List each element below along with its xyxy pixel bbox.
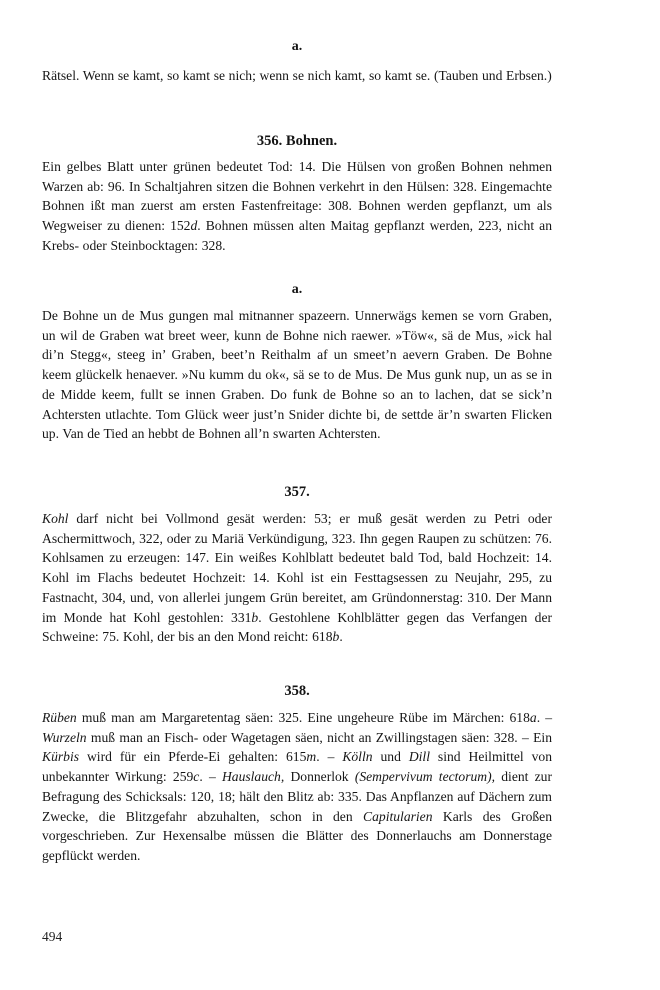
- italic-text-run: Kölln: [342, 749, 373, 765]
- text-run: wird für ein Pferde-Ei gehalten: 615: [79, 749, 307, 765]
- paragraph-bean-story: [42, 306, 552, 444]
- italic-text-run: Kohl: [42, 511, 69, 526]
- italic-text-run: b: [251, 609, 259, 625]
- text-run: . Bohnen müssen alten Maitag gepflanzt werden, 223, nicht an Krebs- oder Steinbocktagen: 328.: [42, 218, 553, 253]
- chapter-heading-356: 356. Bohnen.: [256, 133, 338, 149]
- italic-text-run: c: [193, 769, 200, 785]
- text-run: Rätsel. Wenn se kamt, so kamt se nich; wenn se nich kamt, so kamt se. (Tauben und Erbsen.): [42, 68, 552, 83]
- text-run: De Bohne un de Mus gungen mal mitnanner spazeern. Unnerwägs kemen se vorn Graben, un wil de Graben wat breet weer, kunn de Bohne nich raewer. »Töw«, sä de Mus, »ick hal di’n Stegg«, steeg in’ Graben, beet’n Reithalm af un smeet’n aevern Graben. De Bohne keem glückelk henaever. »Nu kumm du ok«, sä se to de Mus. De Mus gunk nup, un as se in de Midde keem, fullt se innen Graben. Do funk de Bohne so an to lachen, dat se sick’n Achtersten utlachte. Tom Glück weer just’n Snider dichte bi, de settde är’n swarten Flicken up. Van de Tied an hebbt de Bohnen all’n swarten Achtersten.: [42, 308, 552, 442]
- text-run: Ein gelbes Blatt unter grünen bedeutet Tod: 14. Die Hülsen von großen Bohnen nehmen Warzen ab: 96. In Schaltjahren sitzen die Bohnen verkehrt in den Hülsen: 328. Eingemachte Bohnen ißt man zuerst am ersten Fastenfreitage: 308. Bohnen werden gepflanzt, um als Wegweiser zu dienen: 152: [42, 159, 552, 234]
- italic-text-run: Dill: [408, 749, 430, 765]
- italic-text-run: b: [332, 629, 340, 645]
- paragraph-rueben: [42, 708, 552, 866]
- italic-text-run: m: [306, 749, 317, 765]
- italic-text-run: d: [190, 218, 198, 234]
- text-run: . Gestohlene Kohlblätter gegen das Verfangen der Schweine: 75. Kohl, der bis an den Mond reicht: 618: [42, 609, 553, 645]
- text-run: . –: [316, 749, 343, 765]
- paragraph-bohnen: [42, 157, 552, 256]
- chapter-heading-357: 357.: [284, 484, 310, 500]
- text-run: muß man an Fisch- oder Wagetagen säen, nicht an Zwillingstagen säen: 328. – Ein: [86, 729, 552, 745]
- text-run: Karls des Großen vorgeschrieben. Zur Hexensalbe müssen die Blätter des Donnerlauchs am Donnerstage gepflückt werden.: [42, 808, 552, 863]
- page-number: 494: [42, 929, 63, 944]
- paragraph-kohl: [42, 509, 552, 647]
- text-run: . –: [536, 710, 552, 725]
- text-run: darf nicht bei Vollmond gesät werden: 53; er muß gesät werden zu Petri oder Aschermittwoch, 322, oder zu Mariä Verkündigung, 323. Ihn gegen Raupen zu schützen: 76. Kohlsamen zu erzeugen: 147. Ein weißes Kohlblatt bedeutet bald Tod, bald Hochzeit: 14. Kohl im Flachs bedeutet Hochzeit: 14. Kohl ist ein Festtagsessen zu Neujahr, 295, zu Fastnacht, 304, und, von allerlei jungem Grün bereitet, am Gründonnerstag: 310. Der Mann im Monde hat Kohl gestohlen: 331: [42, 511, 552, 625]
- text-run: muß man am Margaretentag säen: 325. Eine ungeheure Rübe im Märchen: 618: [76, 710, 530, 725]
- text-run: . –: [199, 769, 222, 785]
- text-run: Donnerlok: [284, 769, 355, 785]
- text-run: sind Heilmittel von unbekannter Wirkung: 259: [42, 749, 552, 785]
- italic-text-run: Capitularien: [363, 808, 433, 824]
- italic-text-run: (Sempervivum tectorum),: [354, 769, 496, 785]
- italic-text-run: a: [529, 710, 537, 725]
- text-run: .: [339, 629, 343, 645]
- section-letter-heading-a2: a.: [291, 282, 303, 297]
- section-letter-heading-a1: a.: [291, 39, 303, 54]
- paragraph-riddle: [42, 66, 552, 86]
- text-run: dient zur Befragung des Schicksals: 120, 18; hält den Blitz ab: 335. Das Anpflanzen auf Dächern zum Zwecke, die Blitzgefahr abzuhalten, schon in den: [42, 769, 552, 824]
- italic-text-run: Wurzeln: [42, 729, 87, 745]
- text-run: und: [372, 749, 409, 765]
- italic-text-run: Kürbis: [42, 749, 80, 765]
- italic-text-run: Hauslauch,: [221, 769, 285, 785]
- italic-text-run: Rüben: [42, 710, 77, 725]
- chapter-heading-358: 358.: [284, 683, 310, 699]
